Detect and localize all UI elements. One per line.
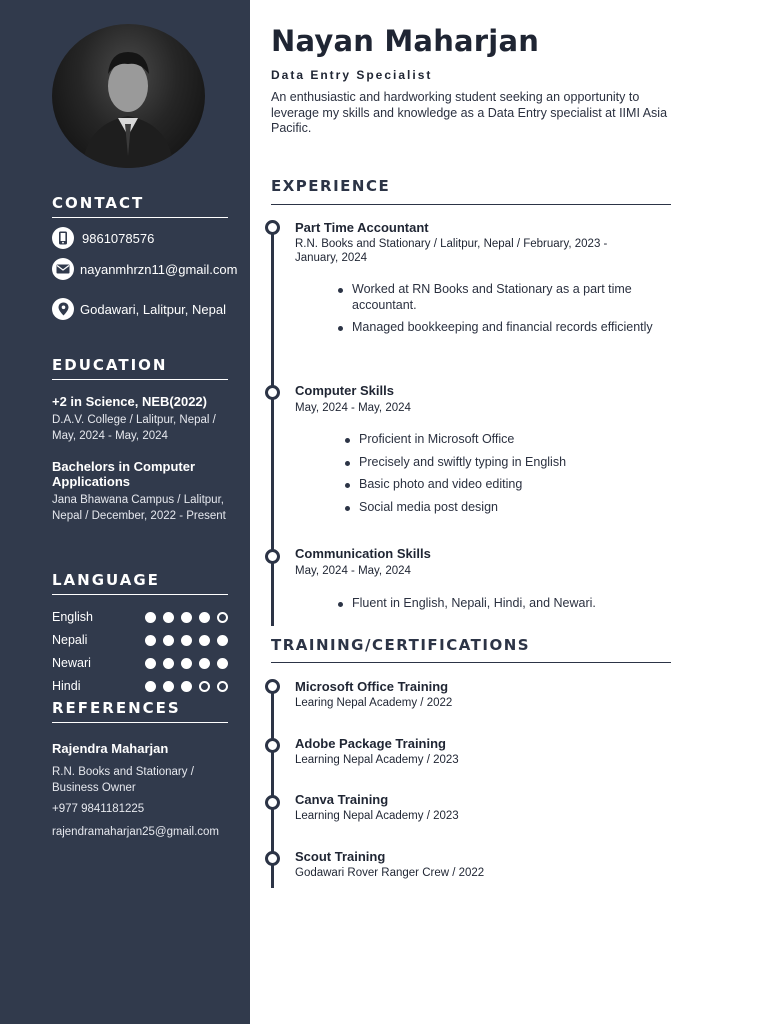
experience-title: Communication Skills [295,546,431,561]
contact-email-text[interactable]: nayanmhrzn11@gmail.com [80,261,238,277]
rating-dot-filled [199,612,210,623]
bullet-item: Worked at RN Books and Stationary as a part time accountant. [352,282,662,313]
contact-phone-text: 9861078576 [82,230,155,246]
training-title: Microsoft Office Training [295,679,449,694]
rating-dot-filled [145,612,156,623]
reference-email[interactable]: rajendramaharjan25@gmail.com [52,826,220,838]
contact-email [52,258,237,280]
phone-icon [52,227,74,249]
candidate-role: Data Entry Specialist [271,68,433,82]
timeline-node [265,795,280,810]
training-subtitle: Godawari Rover Ranger Crew / 2022 [295,867,485,879]
experience-subtitle: R.N. Books and Stationary / Lalitpur, Nepal / February, 2023 - January, 2024 [295,238,608,264]
language-rating [145,612,228,623]
language-rating [145,635,228,646]
rating-dot-empty [217,612,228,623]
bullet-item: Proficient in Microsoft Office [359,432,659,448]
education-details: Jana Bhawana Campus / Lalitpur, Nepal / December, 2022 - Present [52,494,226,522]
training-heading: TRAINING/CERTIFICATIONS [271,636,531,654]
experience-title: Computer Skills [295,383,394,398]
contact-address [52,298,226,320]
timeline-node [265,679,280,694]
rating-dot-filled [145,635,156,646]
rating-dot-filled [181,681,192,692]
training-title: Canva Training [295,792,389,807]
references-heading: REFERENCES [52,699,181,717]
experience-heading: EXPERIENCE [271,177,391,195]
timeline-node [265,851,280,866]
experience-bullets [352,596,662,612]
education-degree: Bachelors in Computer Applications [52,459,196,489]
profile-summary: An enthusiastic and hardworking student seeking an opportunity to leverage my skills and knowledge as a Data Entry specialist at IIMI Asia Pacific. [271,90,668,135]
training-subtitle: Learning Nepal Academy / 2023 [295,754,459,766]
language-heading: LANGUAGE [52,571,160,589]
timeline-node [265,220,280,235]
training-subtitle: Learning Nepal Academy / 2023 [295,810,459,822]
rating-dot-filled [217,635,228,646]
reference-phone: +977 9841181225 [52,803,145,815]
language-divider [52,594,228,595]
contact-heading: CONTACT [52,194,145,212]
language-name: Hindi [52,679,81,693]
timeline-node [265,549,280,564]
timeline-node [265,738,280,753]
education-details: D.A.V. College / Lalitpur, Nepal / May, 2024 - May, 2024 [52,414,216,442]
timeline-node [265,385,280,400]
bullet-item: Basic photo and video editing [359,477,659,493]
training-title: Adobe Package Training [295,736,446,751]
candidate-name: Nayan Maharjan [271,24,540,58]
education-divider [52,379,228,380]
profile-photo [52,24,205,168]
experience-bullets [352,282,662,336]
contact-divider [52,217,228,218]
bullet-item: Precisely and swiftly typing in English [359,455,659,471]
experience-bullets [359,432,659,515]
rating-dot-filled [181,635,192,646]
rating-dot-filled [163,612,174,623]
language-name: Newari [52,656,91,670]
reference-organization: R.N. Books and Stationary / Business Owner [52,766,194,794]
experience-timeline [271,228,274,626]
bullet-item: Social media post design [359,500,659,516]
rating-dot-empty [217,681,228,692]
language-row [52,633,228,647]
location-pin-icon [52,298,74,320]
bullet-item: Fluent in English, Nepali, Hindi, and Newari. [352,596,662,612]
contact-address-text: Godawari, Lalitpur, Nepal [80,301,226,317]
rating-dot-filled [199,635,210,646]
language-name: Nepali [52,633,88,647]
language-rating [145,681,228,692]
rating-dot-filled [163,681,174,692]
rating-dot-filled [181,612,192,623]
training-title: Scout Training [295,849,386,864]
rating-dot-filled [163,658,174,669]
rating-dot-filled [145,658,156,669]
rating-dot-filled [217,658,228,669]
bullet-item: Managed bookkeeping and financial records efficiently [352,320,662,336]
experience-subtitle: May, 2024 - May, 2024 [295,565,411,577]
language-row [52,656,228,670]
education-degree: +2 in Science, NEB(2022) [52,394,207,409]
language-row [52,610,228,624]
language-row [52,679,228,693]
references-divider [52,722,228,723]
experience-subtitle: May, 2024 - May, 2024 [295,402,411,414]
experience-divider [271,204,671,205]
language-name: English [52,610,93,624]
contact-phone [52,227,154,249]
rating-dot-filled [145,681,156,692]
sidebar [0,0,250,1024]
rating-dot-filled [181,658,192,669]
experience-title: Part Time Accountant [295,220,429,235]
rating-dot-filled [163,635,174,646]
training-divider [271,662,671,663]
mail-icon [52,258,74,280]
education-heading: EDUCATION [52,356,168,374]
training-subtitle: Learing Nepal Academy / 2022 [295,697,453,709]
language-rating [145,658,228,669]
rating-dot-empty [199,681,210,692]
reference-name: Rajendra Maharjan [52,741,169,756]
rating-dot-filled [199,658,210,669]
